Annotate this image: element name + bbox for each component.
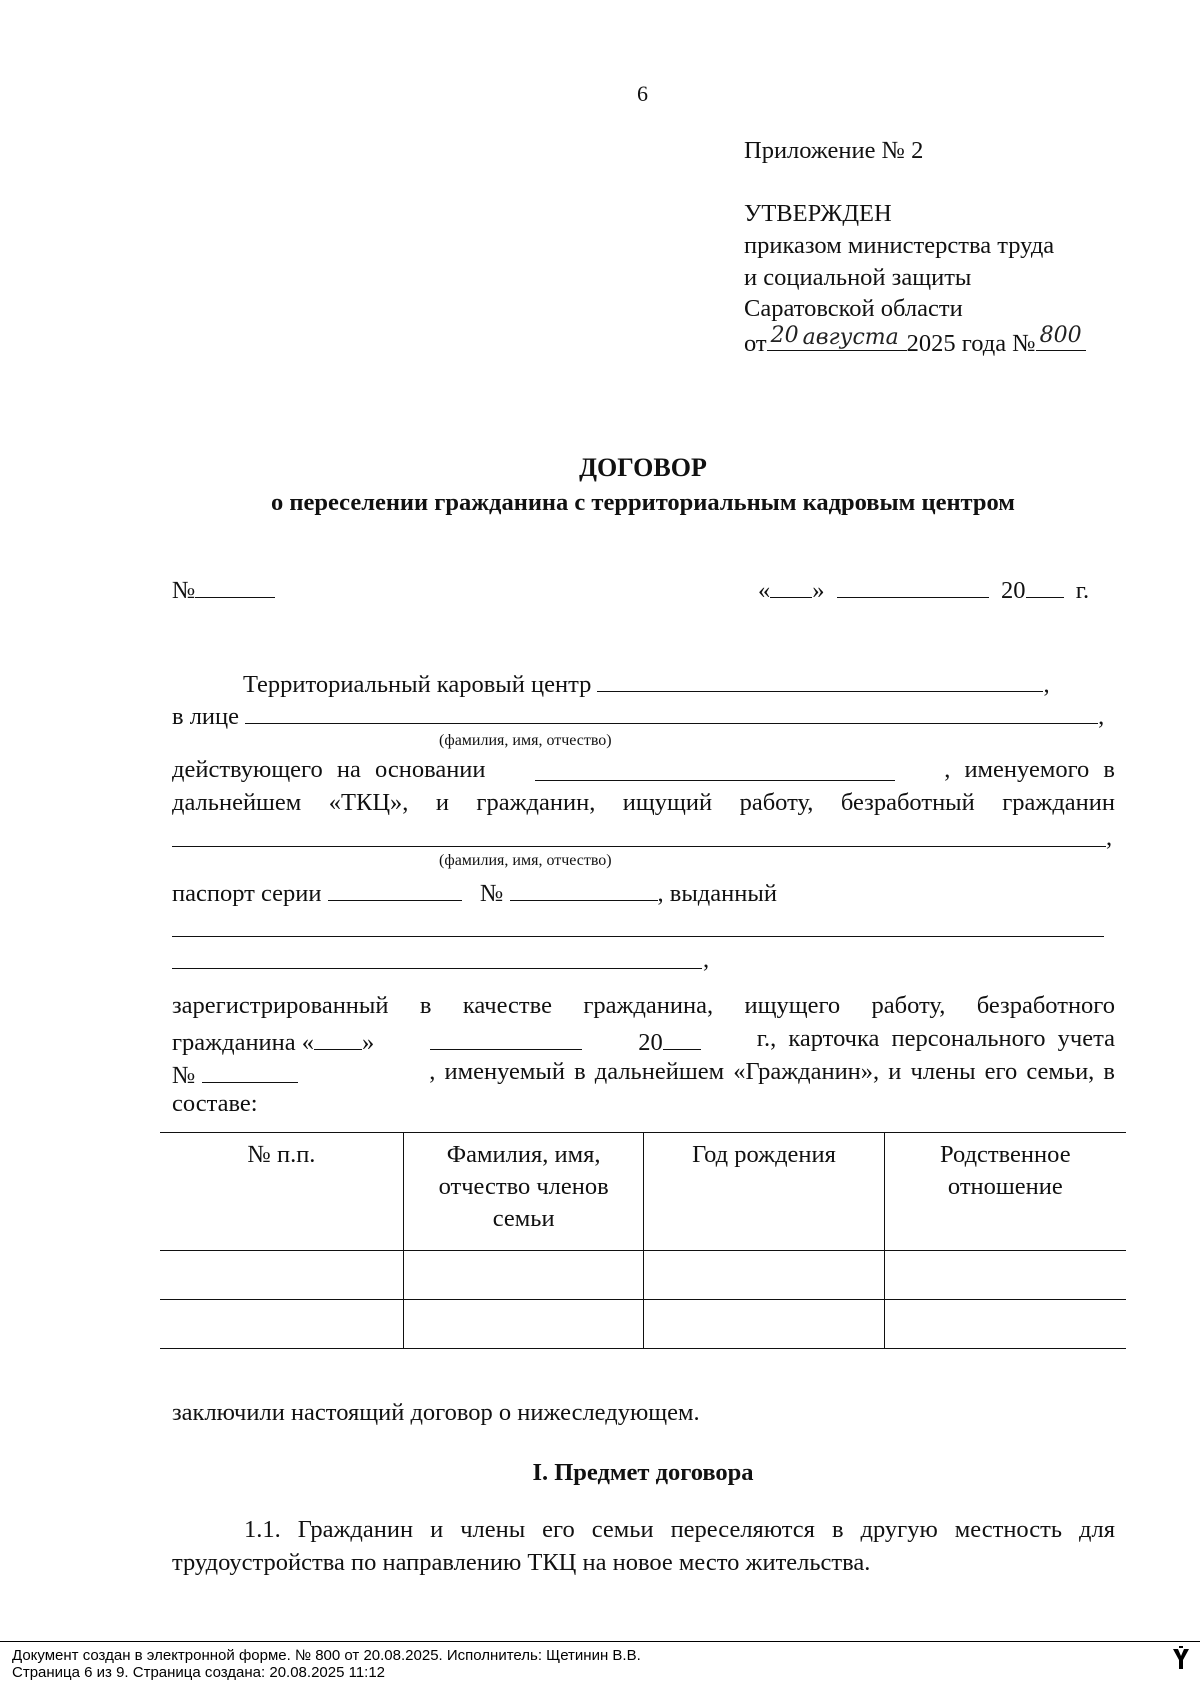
comma-after-issued: , [703, 946, 710, 973]
table-cell [160, 1251, 403, 1300]
family-members-table [160, 1132, 1126, 1349]
order-number-handwritten: 800 [1039, 323, 1082, 348]
person-label: в лице [172, 703, 240, 730]
fio-caption-2: (фамилия, имя, отчество) [439, 852, 612, 869]
table-row [160, 1251, 1126, 1300]
date-open-quote: « [758, 577, 771, 604]
approval-line-1: приказом министерства труда [744, 232, 1055, 259]
comma: , [1043, 671, 1050, 698]
registration-line-1 [172, 990, 1115, 1022]
acting-basis-label: действующего на основании [172, 756, 486, 783]
registration-line-3 [172, 1056, 1115, 1092]
registration-line-4: составе: [172, 1090, 258, 1117]
passport-label: паспорт серии [172, 880, 322, 907]
registration-line-2 [172, 1023, 1115, 1059]
issued-label: , выданный [657, 880, 777, 907]
day-field [770, 571, 812, 598]
tkc-name-field [597, 665, 1043, 692]
year-prefix: 20 [1001, 577, 1026, 604]
contract-date [758, 571, 1089, 607]
table-header-row [160, 1133, 1126, 1251]
concluded-text: заключили настоящий договор о нижеследующем. [172, 1399, 700, 1426]
table-row [160, 1300, 1126, 1349]
table-cell [403, 1251, 643, 1300]
registration-year-field [663, 1023, 701, 1050]
person-line [172, 697, 1104, 733]
number-label: № [172, 577, 196, 604]
page-number: 6 [637, 81, 648, 106]
year-prefix: 20 [638, 1029, 663, 1056]
emblem-icon [1172, 1646, 1190, 1670]
date-day-handwritten: 20 [770, 323, 799, 348]
table-cell [884, 1300, 1126, 1349]
registration-date-start [172, 1023, 374, 1059]
passport-line [172, 874, 777, 910]
approval-title: УТВЕРЖДЕН [744, 200, 892, 227]
issued-by-field-1 [172, 936, 1104, 937]
registration-month-field [430, 1023, 582, 1050]
passport-series-field [328, 874, 462, 901]
tkc-line [243, 665, 1050, 701]
citizen-name-field [172, 846, 1106, 847]
card-label: г., карточка персонального учета [756, 1025, 1115, 1052]
clause-1-1: 1.1. Гражданин и члены его семьи переселяются в другую местность для трудоустройства по направлению ТКЦ на новое место жительства. [172, 1516, 1115, 1576]
appendix-label: Приложение № 2 [744, 137, 924, 164]
registration-year [638, 1023, 701, 1059]
section-1-heading: I. Предмет договора [532, 1459, 754, 1486]
acting-basis-line [172, 754, 1115, 786]
card-number [172, 1056, 298, 1092]
footer-line-2: Страница 6 из 9. Страница создана: 20.08.2025 11:12 [12, 1664, 386, 1681]
month-field [837, 571, 989, 598]
date-year: 2025 года № [906, 330, 1036, 357]
document-title: ДОГОВОР [579, 453, 707, 482]
footer [12, 1647, 641, 1681]
footer-line-1: Документ создан в электронной форме. № 800 от 20.08.2025. Исполнитель: Щетинин В.В. [12, 1647, 641, 1664]
approval-line-3: Саратовской области [744, 295, 963, 322]
registration-day-field [314, 1023, 362, 1050]
year-field [1026, 571, 1064, 598]
date-prefix: от [744, 330, 767, 357]
order-number-field [1036, 324, 1086, 351]
footer-divider [0, 1641, 1200, 1642]
referred-as-text: , именуемый в дальнейшем «Гражданин», и члены его семьи, в [429, 1058, 1115, 1085]
table-cell [403, 1300, 643, 1349]
card-number-field [202, 1056, 298, 1083]
further-text-line [172, 787, 1115, 819]
approval-line-2: и социальной защиты [744, 264, 972, 291]
further-text: дальнейшем «ТКЦ», и гражданин, ищущий работу, безработный гражданин [172, 789, 1115, 816]
basis-field [535, 754, 895, 781]
header-full-name-text: Фамилия, имя, отчество членов семьи [438, 1141, 609, 1232]
contract-number [172, 571, 275, 607]
year-suffix: г. [1075, 577, 1090, 604]
approval-date-line [744, 324, 1086, 360]
passport-number-field [510, 874, 658, 901]
comma-after-citizen: , [1106, 824, 1113, 851]
document-subtitle: о переселении гражданина с территориальным кадровым центром [270, 489, 1015, 516]
passport-number-label: № [480, 880, 504, 907]
registration-text-1: зарегистрированный в качестве гражданина, ищущего работу, безработного [172, 992, 1115, 1019]
citizen-date-label: гражданина « [172, 1029, 315, 1056]
issued-by-field-2 [172, 968, 702, 969]
close-quote: » [362, 1029, 375, 1056]
table-cell [884, 1251, 1126, 1300]
table-cell [644, 1300, 884, 1349]
tkc-label: Территориальный каровый центр [243, 671, 592, 698]
header-full-name [403, 1133, 643, 1251]
table-cell [160, 1300, 403, 1349]
date-close-quote: » [812, 577, 825, 604]
header-relationship-text: Родственное отношение [940, 1141, 1071, 1200]
date-month-handwritten: августа [802, 325, 899, 350]
table-cell [644, 1251, 884, 1300]
fio-caption: (фамилия, имя, отчество) [439, 732, 612, 749]
acting-basis-end: , именуемого в [944, 756, 1115, 783]
card-number-label: № [172, 1062, 196, 1089]
number-field [195, 571, 275, 598]
comma: , [1098, 703, 1105, 730]
date-handwritten-field [767, 324, 907, 351]
person-name-field [245, 697, 1098, 724]
header-relationship [884, 1133, 1126, 1251]
header-number: № п.п. [247, 1141, 316, 1168]
header-birth-year: Год рождения [644, 1133, 884, 1251]
